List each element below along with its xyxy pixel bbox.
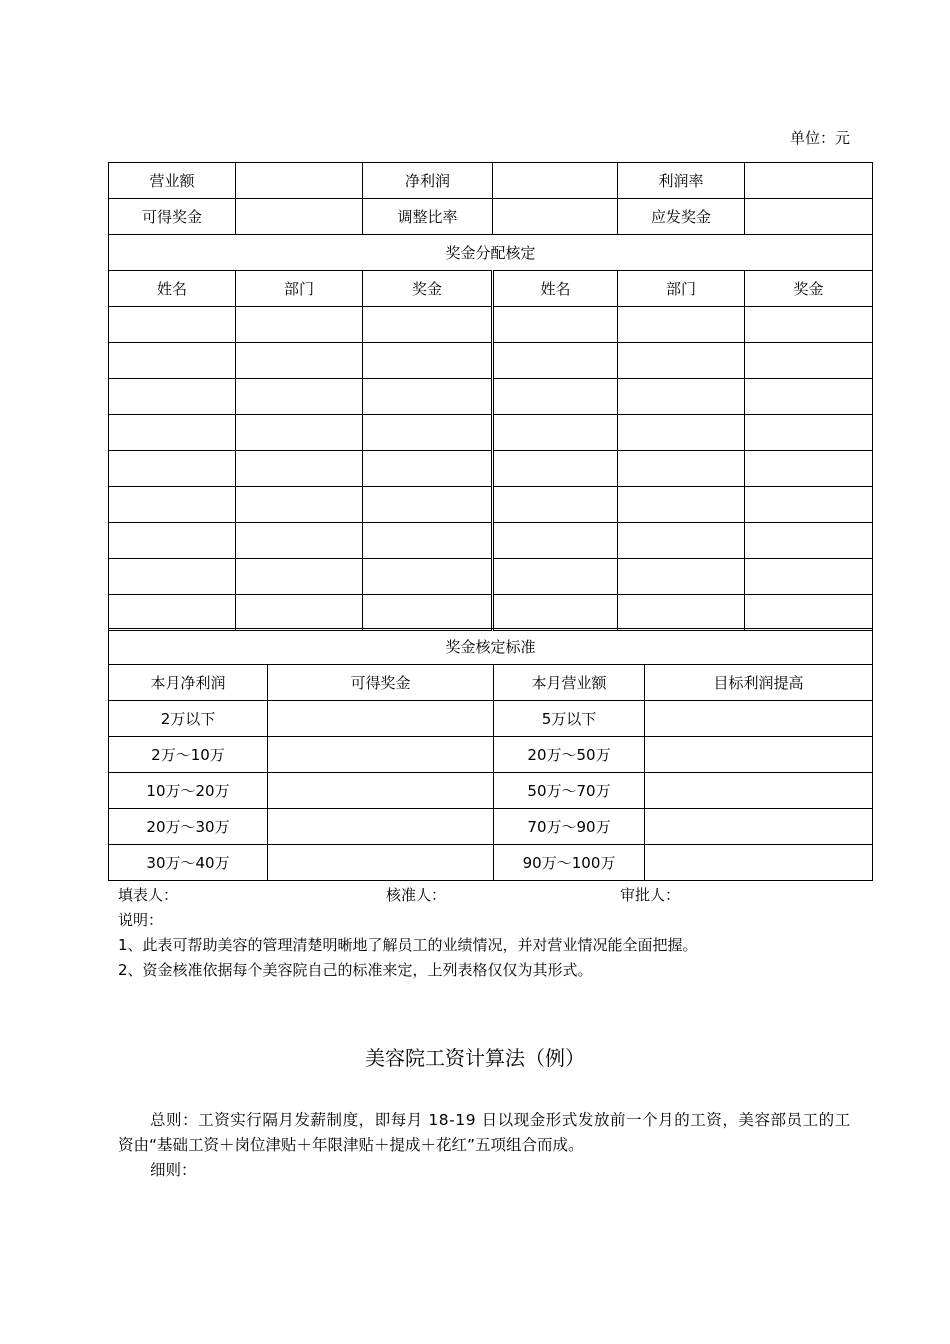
label-available-bonus: 可得奖金 <box>109 199 236 235</box>
name-cell[interactable] <box>493 379 618 415</box>
name-cell[interactable] <box>493 343 618 379</box>
dept-cell[interactable] <box>618 595 745 631</box>
dept-cell[interactable] <box>236 523 363 559</box>
distribution-row <box>109 523 873 559</box>
bonus-cell[interactable] <box>363 451 493 487</box>
value-revenue[interactable] <box>236 163 363 199</box>
target-cell[interactable] <box>645 701 873 737</box>
name-cell[interactable] <box>109 379 236 415</box>
bonus-cell[interactable] <box>745 379 873 415</box>
bonus-cell[interactable] <box>363 379 493 415</box>
name-cell[interactable] <box>493 487 618 523</box>
header-available-bonus: 可得奖金 <box>268 665 494 701</box>
target-cell[interactable] <box>645 773 873 809</box>
label-net-profit: 净利润 <box>363 163 493 199</box>
section-title: 美容院工资计算法（例） <box>365 1046 585 1070</box>
bonus-cell[interactable] <box>745 559 873 595</box>
general-rule-line-1: 总则：工资实行隔月发薪制度，即每月 18-19 日以现金形式发放前一个月的工资，美容部员工的工 <box>150 1111 851 1129</box>
header-name: 姓名 <box>493 271 618 307</box>
distribution-row <box>109 343 873 379</box>
dept-cell[interactable] <box>236 595 363 631</box>
standard-title: 奖金核定标准 <box>109 629 873 665</box>
label-payable-bonus: 应发奖金 <box>618 199 745 235</box>
revenue-range: 90万～100万 <box>494 845 645 881</box>
notes-label: 说明： <box>118 911 164 929</box>
header-name: 姓名 <box>109 271 236 307</box>
value-profit-margin[interactable] <box>745 163 873 199</box>
approver-label: 审批人： <box>620 886 681 904</box>
filler-label: 填表人： <box>118 886 179 904</box>
summary-row <box>109 163 873 199</box>
revenue-range: 20万～50万 <box>494 737 645 773</box>
dept-cell[interactable] <box>618 307 745 343</box>
standard-row <box>109 845 873 881</box>
bonus-cell[interactable] <box>745 415 873 451</box>
name-cell[interactable] <box>109 595 236 631</box>
target-cell[interactable] <box>645 845 873 881</box>
bonus-cell[interactable] <box>268 809 494 845</box>
detail-label: 细则： <box>150 1161 197 1179</box>
bonus-cell[interactable] <box>745 451 873 487</box>
bonus-cell[interactable] <box>745 595 873 631</box>
value-payable-bonus[interactable] <box>745 199 873 235</box>
label-revenue: 营业额 <box>109 163 236 199</box>
target-cell[interactable] <box>645 809 873 845</box>
header-dept: 部门 <box>236 271 363 307</box>
standard-row <box>109 809 873 845</box>
standard-row <box>109 773 873 809</box>
bonus-cell[interactable] <box>363 559 493 595</box>
distribution-row <box>109 451 873 487</box>
bonus-cell[interactable] <box>268 737 494 773</box>
header-monthly-revenue: 本月营业额 <box>494 665 645 701</box>
dept-cell[interactable] <box>618 487 745 523</box>
value-available-bonus[interactable] <box>236 199 363 235</box>
note-item-1: 1、此表可帮助美容的管理清楚明晰地了解员工的业绩情况，并对营业情况能全面把握。 <box>118 936 698 954</box>
revenue-range: 5万以下 <box>494 701 645 737</box>
net-profit-range: 20万～30万 <box>109 809 268 845</box>
bonus-cell[interactable] <box>268 773 494 809</box>
dept-cell[interactable] <box>236 307 363 343</box>
net-profit-range: 2万以下 <box>109 701 268 737</box>
name-cell[interactable] <box>493 559 618 595</box>
name-cell[interactable] <box>109 343 236 379</box>
name-cell[interactable] <box>109 523 236 559</box>
distribution-header-row <box>109 271 873 307</box>
name-cell[interactable] <box>493 523 618 559</box>
check-approver-label: 核准人： <box>386 886 447 904</box>
bonus-cell[interactable] <box>745 307 873 343</box>
name-cell[interactable] <box>493 415 618 451</box>
net-profit-range: 2万～10万 <box>109 737 268 773</box>
bonus-cell[interactable] <box>268 845 494 881</box>
dept-cell[interactable] <box>618 415 745 451</box>
distribution-row <box>109 307 873 343</box>
dept-cell[interactable] <box>618 559 745 595</box>
net-profit-range: 30万～40万 <box>109 845 268 881</box>
net-profit-range: 10万～20万 <box>109 773 268 809</box>
name-cell[interactable] <box>493 595 618 631</box>
revenue-range: 70万～90万 <box>494 809 645 845</box>
dept-cell[interactable] <box>236 415 363 451</box>
distribution-row <box>109 415 873 451</box>
dept-cell[interactable] <box>236 451 363 487</box>
dept-cell[interactable] <box>618 379 745 415</box>
distribution-title: 奖金分配核定 <box>109 235 873 271</box>
dept-cell[interactable] <box>236 559 363 595</box>
label-profit-margin: 利润率 <box>618 163 745 199</box>
target-cell[interactable] <box>645 737 873 773</box>
value-adjust-ratio[interactable] <box>493 199 618 235</box>
bonus-cell[interactable] <box>745 523 873 559</box>
bonus-cell[interactable] <box>363 487 493 523</box>
bonus-cell[interactable] <box>745 487 873 523</box>
dept-cell[interactable] <box>236 343 363 379</box>
header-dept: 部门 <box>618 271 745 307</box>
bonus-standard-table <box>108 628 873 881</box>
standard-row <box>109 701 873 737</box>
name-cell[interactable] <box>109 559 236 595</box>
unit-label: 单位：元 <box>790 129 851 147</box>
distribution-row <box>109 595 873 631</box>
bonus-cell[interactable] <box>363 523 493 559</box>
dept-cell[interactable] <box>618 451 745 487</box>
distribution-row <box>109 379 873 415</box>
bonus-cell[interactable] <box>363 343 493 379</box>
name-cell[interactable] <box>109 451 236 487</box>
note-item-2: 2、资金核准依据每个美容院自己的标准来定，上列表格仅仅为其形式。 <box>118 961 593 979</box>
general-rule-line-2: 资由“基础工资＋岗位津贴＋年限津贴＋提成＋花红”五项组合而成。 <box>118 1136 584 1154</box>
dept-cell[interactable] <box>236 379 363 415</box>
revenue-range: 50万～70万 <box>494 773 645 809</box>
bonus-cell[interactable] <box>363 595 493 631</box>
name-cell[interactable] <box>109 415 236 451</box>
distribution-row <box>109 487 873 523</box>
name-cell[interactable] <box>493 307 618 343</box>
summary-row <box>109 199 873 235</box>
header-bonus: 奖金 <box>363 271 493 307</box>
dept-cell[interactable] <box>236 487 363 523</box>
header-monthly-net-profit: 本月净利润 <box>109 665 268 701</box>
standard-header-row <box>109 665 873 701</box>
bonus-distribution-table <box>108 162 873 631</box>
bonus-cell[interactable] <box>745 343 873 379</box>
label-adjust-ratio: 调整比率 <box>363 199 493 235</box>
distribution-row <box>109 559 873 595</box>
dept-cell[interactable] <box>618 343 745 379</box>
value-net-profit[interactable] <box>493 163 618 199</box>
bonus-cell[interactable] <box>363 307 493 343</box>
bonus-cell[interactable] <box>363 415 493 451</box>
header-target-profit-increase: 目标利润提高 <box>645 665 873 701</box>
name-cell[interactable] <box>493 451 618 487</box>
bonus-cell[interactable] <box>268 701 494 737</box>
header-bonus: 奖金 <box>745 271 873 307</box>
standard-row <box>109 737 873 773</box>
name-cell[interactable] <box>109 307 236 343</box>
name-cell[interactable] <box>109 487 236 523</box>
dept-cell[interactable] <box>618 523 745 559</box>
